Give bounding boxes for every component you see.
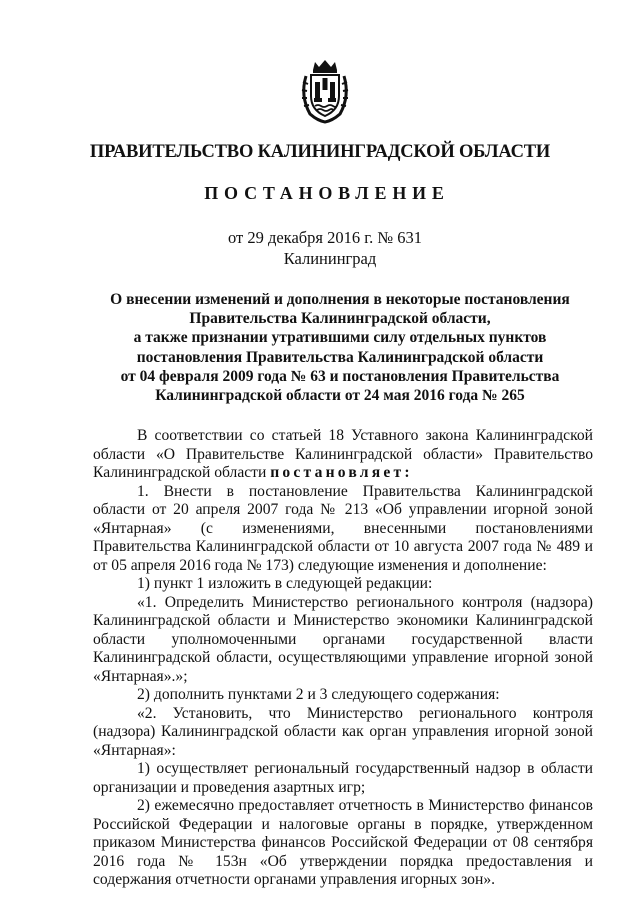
- coat-of-arms-emblem-icon: [296, 58, 354, 124]
- government-name: ПРАВИТЕЛЬСТВО КАЛИНИНГРАДСКОЙ ОБЛАСТИ: [89, 142, 551, 162]
- title-line: от 04 февраля 2009 года № 63 и постановления Правительства: [120, 367, 560, 385]
- body-paragraph: 1) осуществляет региональный государственный надзор в области организации и проведения азартных игр;: [93, 760, 593, 796]
- intro-text: В соответствии со статьей 18 Уставного закона Калининградской области «О Правительстве Калининградской области» Правительство Калининградской области: [93, 427, 593, 481]
- title-line: Калининградской области от 24 мая 2016 года № 265: [155, 387, 525, 405]
- body-paragraph: 1) пункт 1 изложить в следующей редакции:: [137, 575, 433, 592]
- document-body: [93, 427, 593, 890]
- document-date-number: от 29 декабря 2016 г. № 631: [227, 228, 423, 247]
- body-paragraph: «2. Установить, что Министерство регионального контроля (надзора) Калининградской области как орган управления игорной зоной «Янтарная»:: [93, 704, 593, 759]
- body-paragraph: 2) ежемесячно предоставляет отчетность в Министерство финансов Российской Федерации и налоговые органы в порядке, утвержденном приказом Министерства финансов Российской Федерации от 08 сентября 2016 года № 153н «Об утверждении порядка предоставления и содержания отчетности органами управления игорных зон».: [93, 797, 593, 888]
- decree-keyword: постановляет:: [270, 464, 413, 481]
- title-line: постановления Правительства Калининградской области: [136, 348, 544, 366]
- document-title: [90, 290, 590, 405]
- body-paragraph: «1. Определить Министерство регионального контроля (надзора) Калининградской области и Министерство экономики Калининградской области уполномоченными органами государственной власти Калининградской области, осуществляющими управление игорной зоной «Янтарная».»;: [93, 593, 593, 685]
- document-type: ПОСТАНОВЛЕНИЕ: [204, 183, 450, 203]
- title-line: О внесении изменений и дополнения в некоторые постановления: [110, 291, 570, 308]
- body-paragraph: 1. Внести в постановление Правительства Калининградской области от 20 апреля 2007 года № 213 «Об управлении игорной зоной «Янтарная» (с изменениями, внесенными постановлениями Правительства Калининградской области от 10 августа 2007 года № 489 и от 05 апреля 2016 года № 173) следующие изменения и дополнение:: [93, 482, 593, 574]
- title-line: а также признании утратившими силу отдельных пунктов: [133, 329, 547, 347]
- body-paragraph: 2) дополнить пунктами 2 и 3 следующего содержания:: [137, 686, 500, 703]
- intro-paragraph: [93, 427, 593, 483]
- document-city: Калининград: [283, 249, 377, 268]
- title-line: Правительства Калининградской области,: [189, 310, 491, 328]
